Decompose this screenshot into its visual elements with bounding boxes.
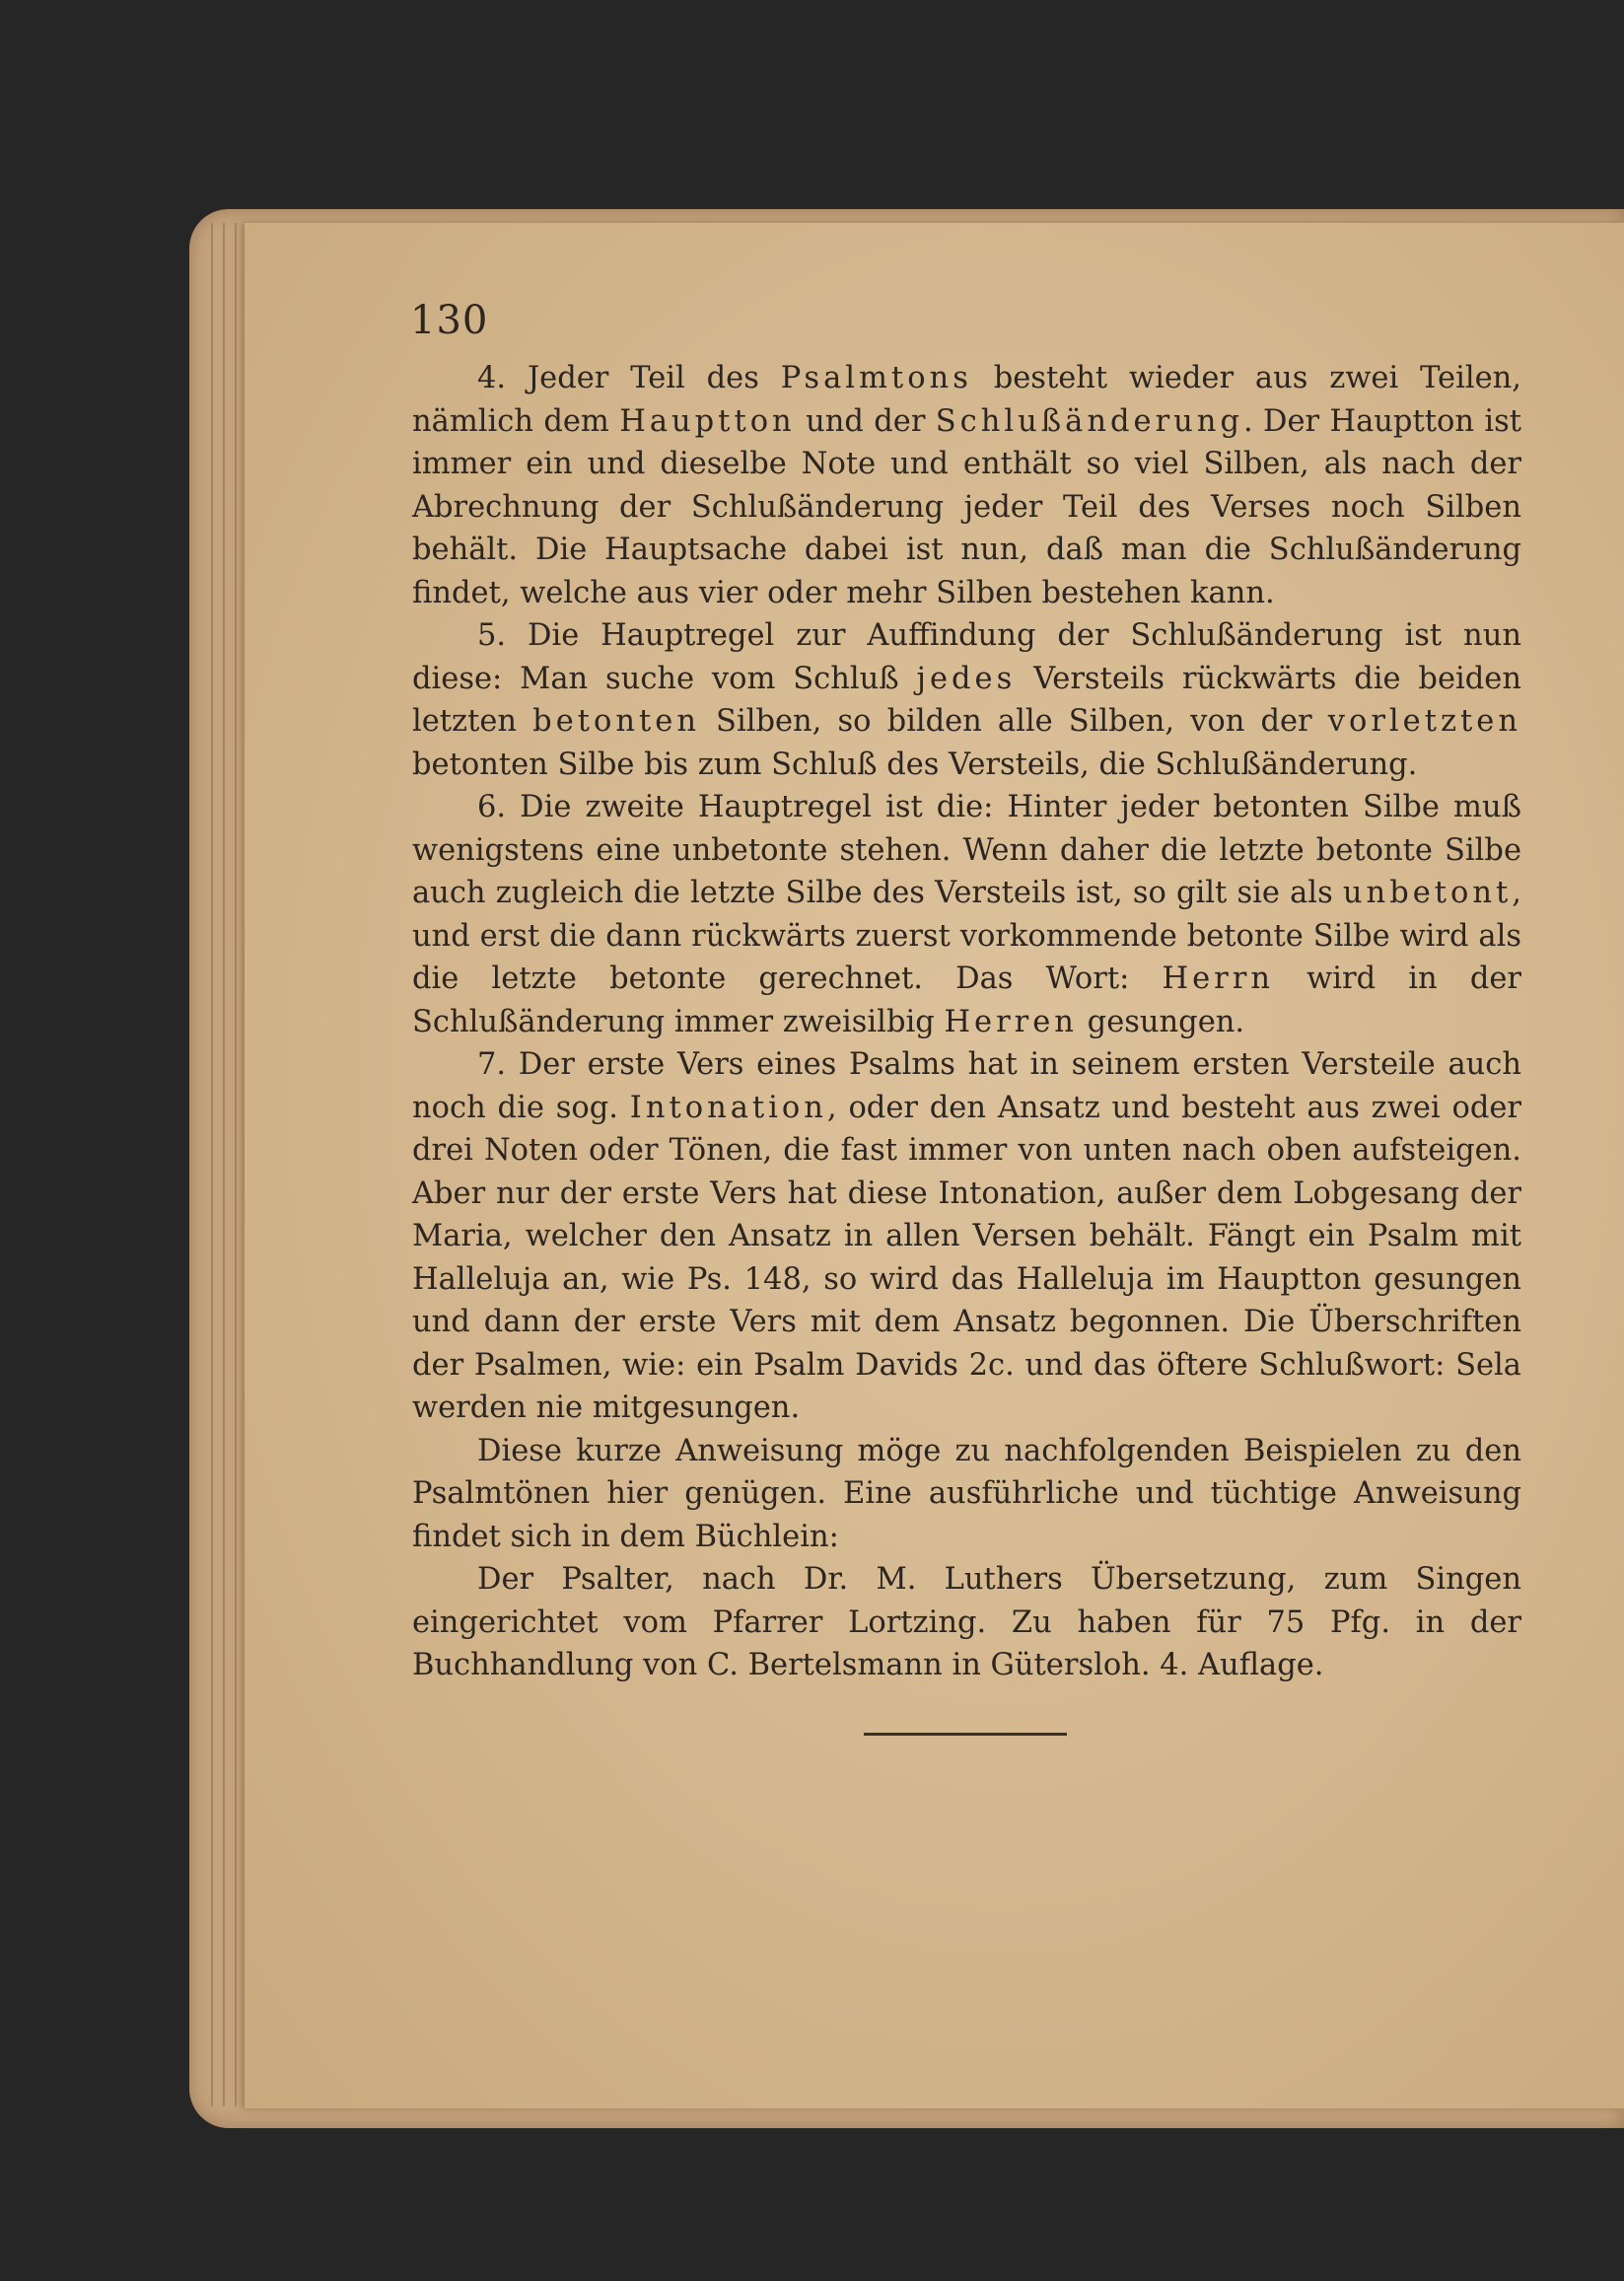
paragraph-6-text: , und erst die dann rückwärts zuerst vorkommende betonte Silbe wird als die letzte betonte gerechnet. Das Wort: (412, 876, 1521, 996)
paragraph-7-text: 7. Der erste Vers eines Psalms hat in seinem ersten Versteile auch noch die sog. (412, 1047, 1521, 1125)
paragraph-9-reference: Der Psalter, nach Dr. M. Luthers Übersetzung, zum Singen eingerichtet vom Pfarrer Lortzing. Zu haben für 75 Pfg. in der Buchhandlung von C. Bertelsmann in Gütersloh. 4. Auflage. (412, 1562, 1521, 1682)
paragraph-5-text: betonten Silbe bis zum Schluß des Versteils, die Schlußänderung. (412, 747, 1418, 782)
spaced-term: Herrn (1162, 962, 1274, 996)
paragraph-7 (412, 1043, 1521, 1430)
paragraph-6 (412, 786, 1521, 1043)
spaced-term: Hauptton (619, 403, 796, 439)
page-edge-line (235, 223, 237, 2106)
page-text (412, 357, 1521, 1687)
paragraph-5-text: Silben, so bilden alle Silben, von der (699, 704, 1328, 739)
page-edge-line (211, 223, 213, 2106)
paragraph-6-text: 6. Die zweite Hauptregel ist die: Hinter jeder betonten Silbe muß wenigstens eine unbetonte stehen. Wenn daher die letzte betonte Silbe auch zugleich die letzte Silbe des Versteils ist, so gilt sie als (412, 790, 1521, 910)
paragraph-5 (412, 614, 1521, 786)
spaced-term: betonten (532, 704, 700, 739)
spaced-term: Schlußänderung (935, 403, 1243, 439)
spaced-term: Psalmtons (780, 361, 972, 395)
spaced-term: Herren (944, 1004, 1078, 1039)
paragraph-5-text: 5. Die Hauptregel zur Auffindung der Schlußänderung ist nun diese: Man suche vom Schluß (412, 618, 1521, 696)
page-edge-line (223, 223, 225, 2106)
paragraph-8: Diese kurze Anweisung möge zu nachfolgenden Beispielen zu den Psalmtönen hier genügen. Eine ausführliche und tüchtige Anweisung findet sich in dem Büchlein: (412, 1433, 1521, 1554)
paragraph-5-text: Versteils rückwärts die beiden letzten (412, 661, 1521, 739)
paragraph-4-text: . Der Hauptton ist immer ein und dieselbe Note und enthält so viel Silben, als nach der Abrechnung der Schlußänderung jeder Teil des Verses noch Silben behält. Die Hauptsache dabei ist nun, daß man die Schlußänderung findet, welche aus vier oder mehr Silben bestehen kann. (412, 403, 1521, 610)
paragraph-4-text: besteht wieder aus zwei Teilen, nämlich dem (412, 361, 1522, 439)
paragraph-7-text: , oder den Ansatz und besteht aus zwei oder drei Noten oder Tönen, die fast immer von unten nach oben aufsteigen. Aber nur der erste Vers hat diese Intonation, außer dem Lobgesang der Maria, welcher den Ansatz in allen Versen behält. Fängt ein Psalm mit Halleluja an, wie Ps. 148, so wird das Halleluja im Hauptton gesungen und dann der erste Vers mit dem Ansatz begonnen. Die Überschriften der Psalmen, wie: ein Psalm Davids 2c. und das öftere Schlußwort: Sela werden nie mitgesungen. (412, 1090, 1521, 1425)
paragraph-4-text: und der (795, 403, 936, 439)
paragraph-4 (412, 357, 1521, 614)
page-number: 130 (410, 298, 489, 343)
spaced-term: jedes (916, 661, 1017, 696)
paragraph-4-text: 4. Jeder Teil des (477, 361, 781, 395)
paragraph-6-text: wird in der Schlußänderung immer zweisilbig (412, 962, 1521, 1039)
closing-rule (864, 1733, 1067, 1736)
spaced-term: Intonation (629, 1090, 827, 1125)
spaced-term: vorletzten (1327, 704, 1521, 739)
spaced-term: unbetont (1342, 876, 1513, 910)
paragraph-6-text: gesungen. (1077, 1004, 1245, 1039)
